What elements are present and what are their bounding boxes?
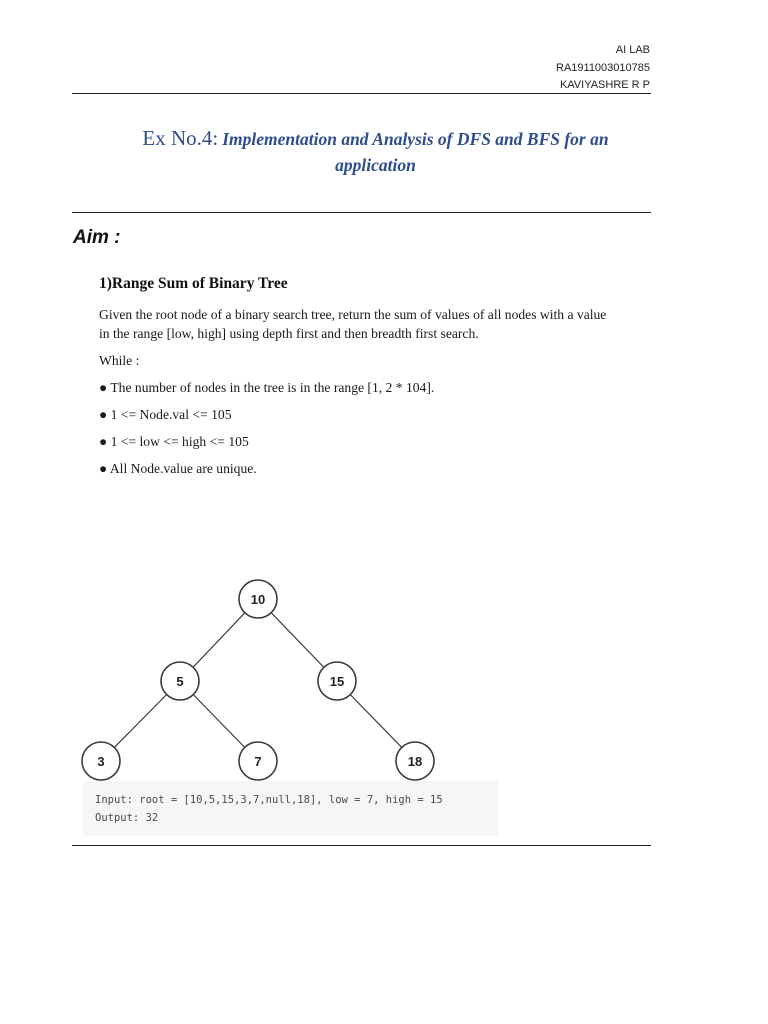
tree-node-label: 5 xyxy=(176,674,184,689)
tree-node xyxy=(161,662,199,700)
constraint-bullet: ● 1 <= Node.val <= 105 xyxy=(99,407,232,422)
tree-node xyxy=(239,742,277,780)
description-line-2: in the range [low, high] using depth first and then breadth first search. xyxy=(99,326,479,341)
title-line-2: application xyxy=(335,155,416,175)
example-code-box xyxy=(83,781,498,836)
tree-node-label: 15 xyxy=(329,674,345,689)
header-course: AI LAB xyxy=(615,44,650,56)
tree-node xyxy=(396,742,434,780)
constraint-bullet: ● All Node.value are unique. xyxy=(99,461,257,476)
tree-node xyxy=(239,580,277,618)
while-label: While : xyxy=(99,353,140,368)
tree-node-label: 10 xyxy=(250,592,266,607)
document-title xyxy=(72,126,679,178)
constraint-bullet: ● 1 <= low <= high <= 105 xyxy=(99,434,249,449)
title-rule xyxy=(72,212,651,213)
description-line-1: Given the root node of a binary search tree, return the sum of values of all nodes with a value xyxy=(99,307,607,322)
tree-node xyxy=(318,662,356,700)
tree-node-label: 7 xyxy=(254,754,262,769)
header-rule xyxy=(72,93,651,94)
example-input: Input: root = [10,5,15,3,7,null,18], low = 7, high = 15 xyxy=(95,794,443,806)
section-heading: 1)Range Sum of Binary Tree xyxy=(99,275,288,292)
tree-edges xyxy=(101,599,415,761)
tree-nodes xyxy=(82,580,434,780)
section-end-rule xyxy=(72,845,651,846)
header-register-number: RA1911003010785 xyxy=(556,61,650,74)
exercise-number: Ex No.4: xyxy=(142,126,219,150)
tree-node-label: 3 xyxy=(97,754,105,769)
tree-node-label: 18 xyxy=(407,754,423,769)
example-output: Output: 32 xyxy=(95,812,159,824)
page-header xyxy=(556,42,650,95)
aim-label: Aim : xyxy=(73,227,121,248)
title-line-1: Implementation and Analysis of DFS and BFS for an xyxy=(222,129,609,149)
header-student-name: KAVIYASHRE R P xyxy=(559,79,650,91)
tree-node xyxy=(82,742,120,780)
constraint-bullet: ● The number of nodes in the tree is in the range [1, 2 * 104]. xyxy=(99,380,435,395)
